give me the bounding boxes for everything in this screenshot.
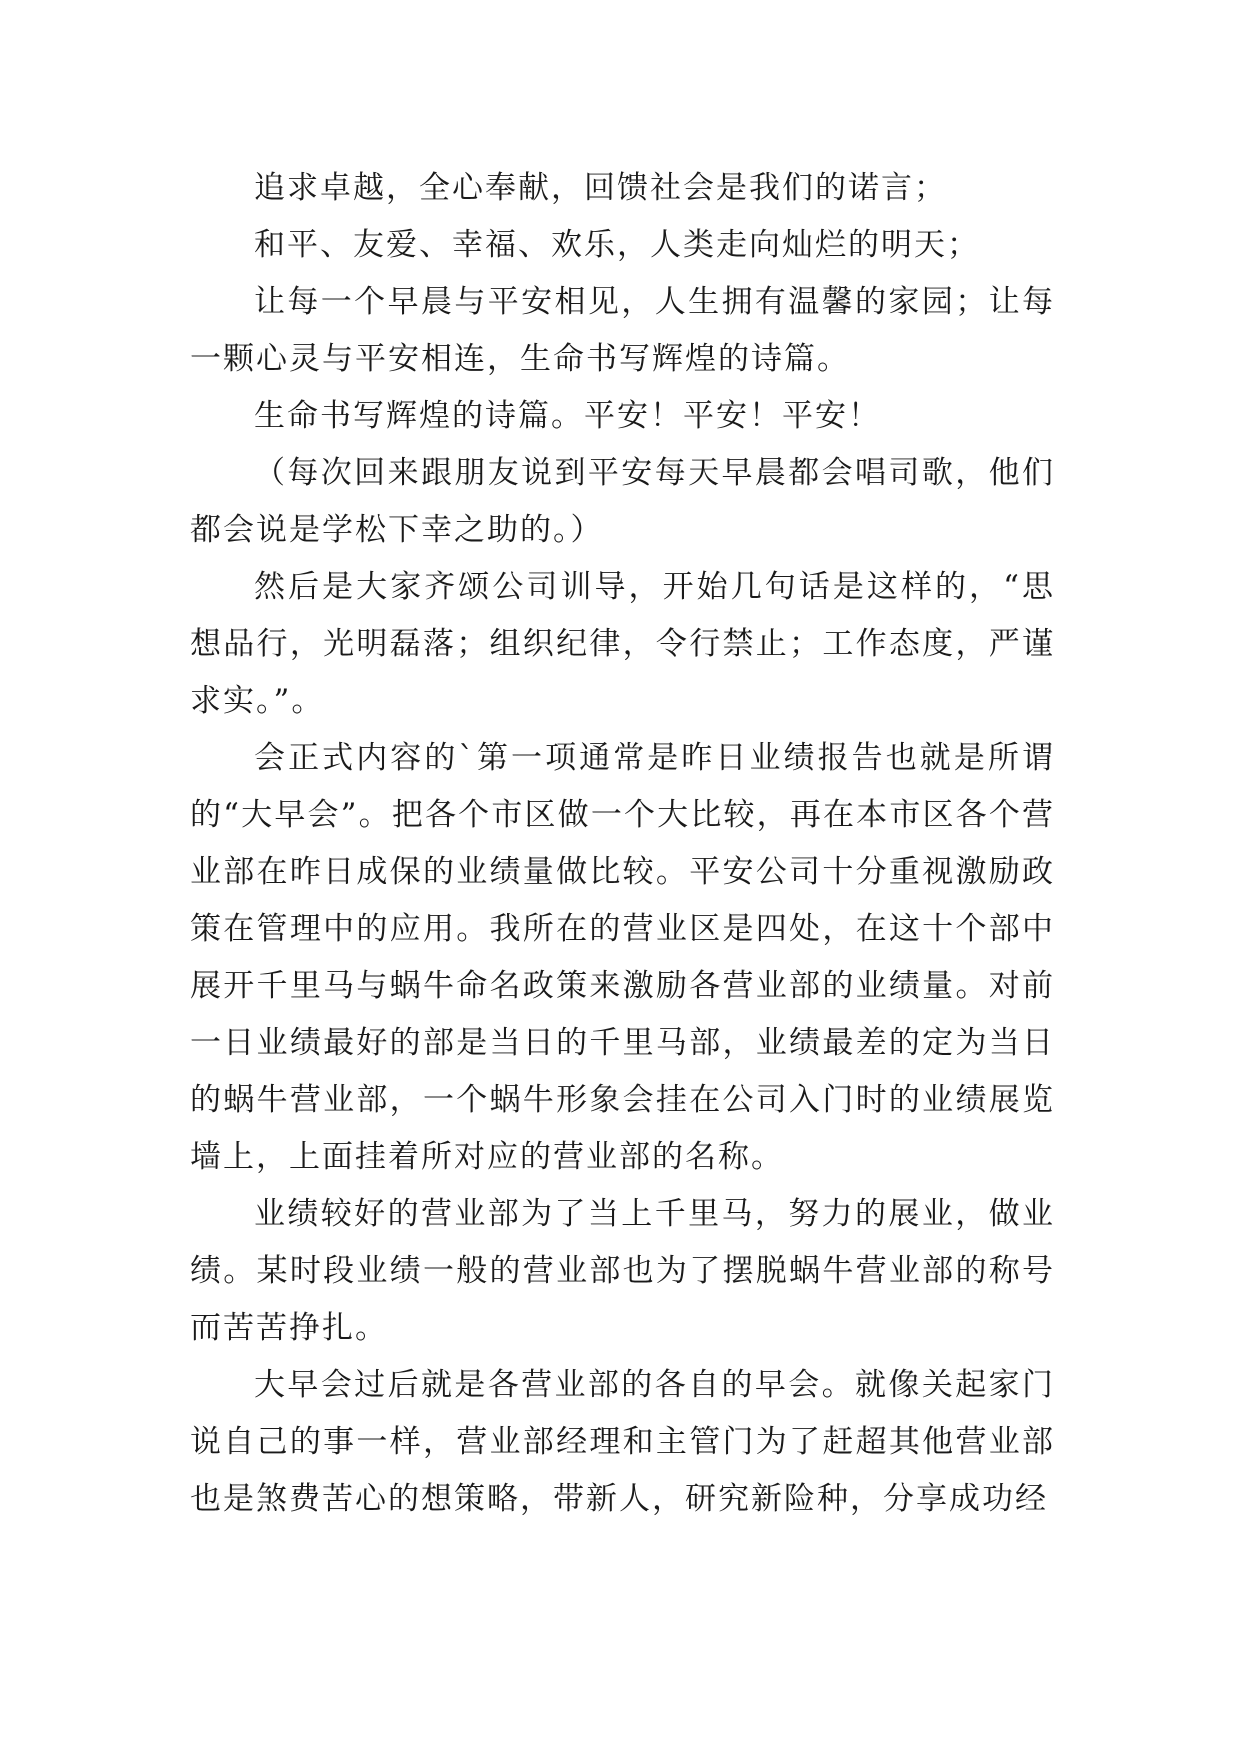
- paragraph-company-motto: 然后是大家齐颂公司训导，开始几句话是这样的，“思想品行，光明磊落；组织纪律，令行禁止；工作态度，严谨求实。”。: [190, 569, 1055, 719]
- paragraph-competition: 业绩较好的营业部为了当上千里马，努力的展业，做业绩。某时段业绩一般的营业部也为了摆脱蜗牛营业部的称号而苦苦挣扎。: [190, 1196, 1055, 1346]
- paragraph-company-song-line-4: 生命书写辉煌的诗篇。平安！平安！平安！: [254, 398, 881, 434]
- paragraph-company-song-line-1: 追求卓越，全心奉献，回馈社会是我们的诺言；: [254, 170, 947, 206]
- paragraph-song-remark: （每次回来跟朋友说到平安每天早晨都会唱司歌，他们都会说是学松下幸之助的。）: [190, 455, 1055, 548]
- paragraph-department-meeting: 大早会过后就是各营业部的各自的早会。就像关起家门说自己的事一样，营业部经理和主管门为了赶超其他营业部也是煞费苦心的想策略，带新人，研究新险种，分享成功经: [190, 1367, 1055, 1517]
- paragraph-performance-report: 会正式内容的`第一项通常是昨日业绩报告也就是所谓的“大早会”。把各个市区做一个大比较，再在本市区各个营业部在昨日成保的业绩量做比较。平安公司十分重视激励政策在管理中的应用。我所在的营业区是四处，在这十个部中展开千里马与蜗牛命名政策来激励各营业部的业绩量。对前一日业绩最好的部是当日的千里马部，业绩最差的定为当日的蜗牛营业部，一个蜗牛形象会挂在公司入门时的业绩展览墙上，上面挂着所对应的营业部的名称。: [190, 740, 1055, 1175]
- paragraph-company-song-line-3: 让每一个早晨与平安相见，人生拥有温馨的家园；让每一颗心灵与平安相连，生命书写辉煌的诗篇。: [190, 284, 1055, 377]
- paragraph-company-song-line-2: 和平、友爱、幸福、欢乐，人类走向灿烂的明天；: [254, 227, 980, 263]
- document-body: [190, 160, 1055, 1528]
